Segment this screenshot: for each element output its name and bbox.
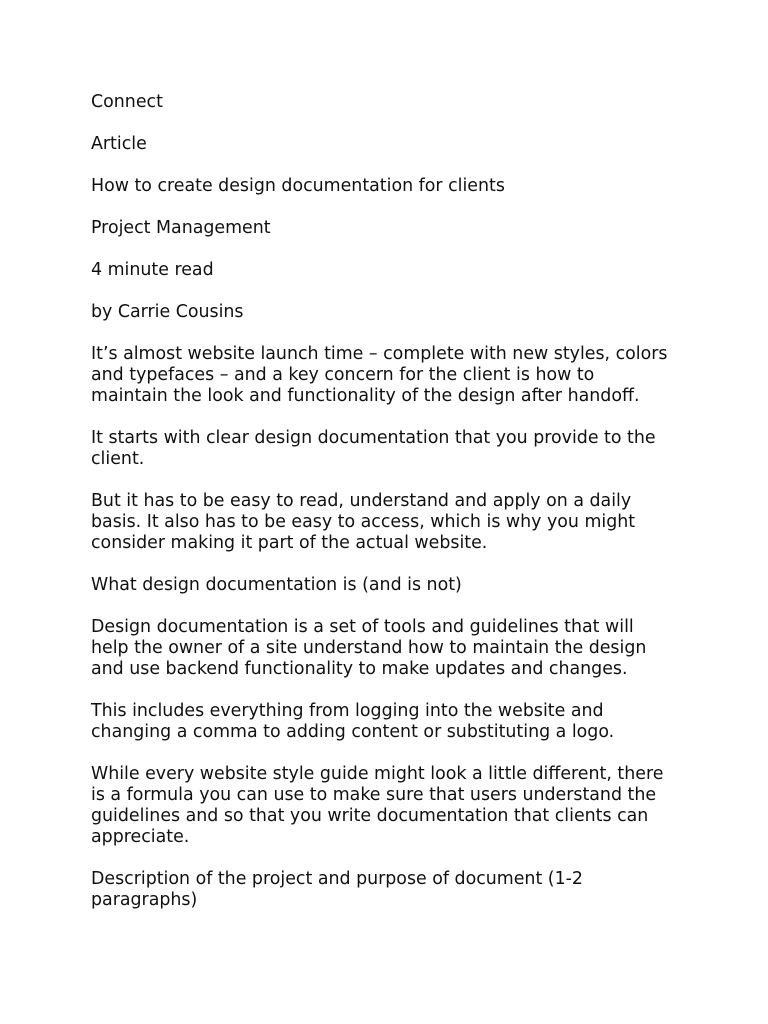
paragraph: [91, 428, 691, 470]
section-heading: [91, 869, 691, 911]
text-line: and typefaces – and a key concern for the client is how to: [91, 365, 595, 385]
read-time: [91, 260, 691, 281]
text-line: It starts with clear design documentation that you provide to the: [91, 428, 656, 448]
text-line: What design documentation is (and is not): [91, 575, 462, 595]
text-line: consider making it part of the actual website.: [91, 533, 488, 553]
section-label: [91, 92, 691, 113]
text-line: How to create design documentation for clients: [91, 176, 505, 196]
paragraph: [91, 701, 691, 743]
text-line: Article: [91, 134, 147, 154]
text-line: Connect: [91, 92, 163, 112]
text-line: While every website style guide might look a little different, there: [91, 764, 664, 784]
text-line: appreciate.: [91, 827, 190, 847]
text-line: It’s almost website launch time – complete with new styles, colors: [91, 344, 668, 364]
text-line: This includes everything from logging into the website and: [91, 701, 604, 721]
paragraph: [91, 344, 691, 407]
text-line: Project Management: [91, 218, 271, 238]
text-line: and use backend functionality to make updates and changes.: [91, 659, 628, 679]
text-line: is a formula you can use to make sure that users understand the: [91, 785, 657, 805]
text-line: Description of the project and purpose of document (1-2: [91, 869, 583, 889]
byline: [91, 302, 691, 323]
paragraph: [91, 617, 691, 680]
text-line: 4 minute read: [91, 260, 214, 280]
text-line: changing a comma to adding content or substituting a logo.: [91, 722, 615, 742]
text-line: But it has to be easy to read, understand and apply on a daily: [91, 491, 632, 511]
text-line: maintain the look and functionality of the design after handoff.: [91, 386, 640, 406]
document-page: [91, 92, 691, 932]
content-type: [91, 134, 691, 155]
article-title: [91, 176, 691, 197]
text-line: by Carrie Cousins: [91, 302, 244, 322]
text-line: guidelines and so that you write documentation that clients can: [91, 806, 649, 826]
text-line: paragraphs): [91, 890, 198, 910]
text-line: client.: [91, 449, 145, 469]
category: [91, 218, 691, 239]
paragraph: [91, 491, 691, 554]
text-line: help the owner of a site understand how to maintain the design: [91, 638, 647, 658]
paragraph: [91, 764, 691, 848]
section-heading: [91, 575, 691, 596]
text-line: Design documentation is a set of tools and guidelines that will: [91, 617, 634, 637]
text-line: basis. It also has to be easy to access, which is why you might: [91, 512, 636, 532]
